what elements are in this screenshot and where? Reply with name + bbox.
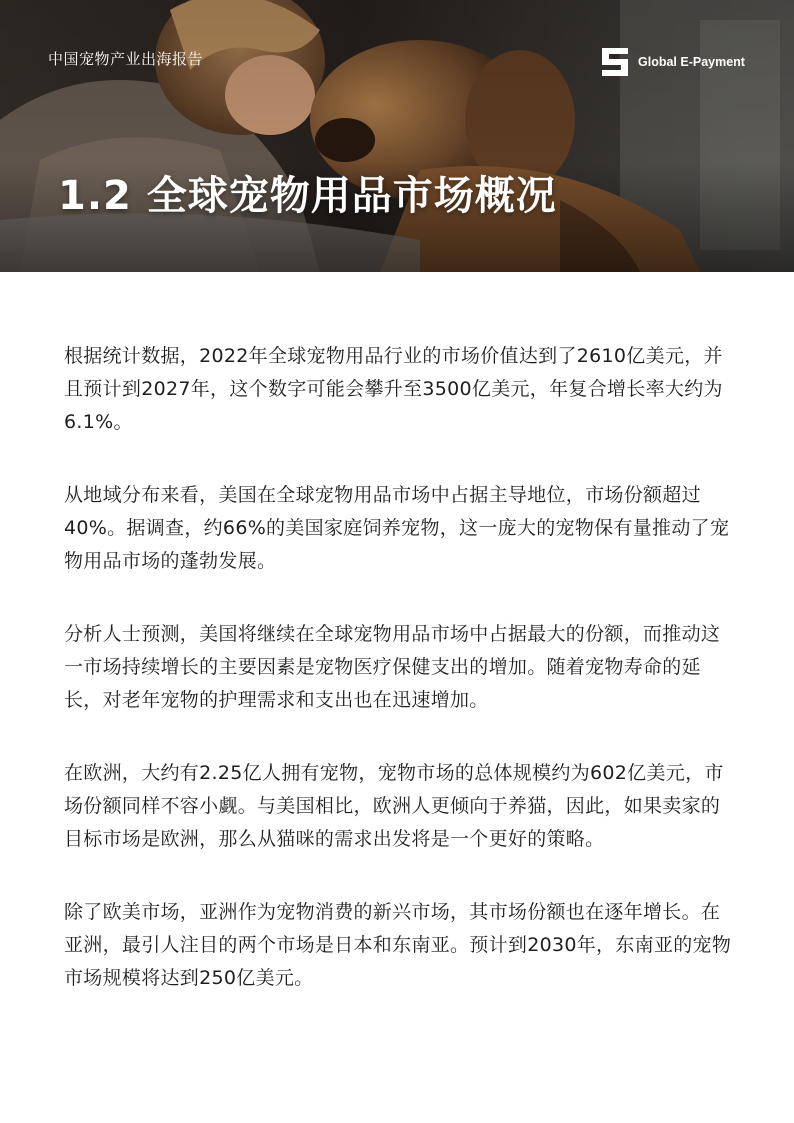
report-title: 中国宠物产业出海报告 bbox=[48, 50, 204, 68]
brand bbox=[600, 46, 745, 78]
body-text bbox=[64, 340, 734, 1035]
brand-name: Global E-Payment bbox=[638, 55, 745, 69]
person-with-dog-photo bbox=[0, 0, 794, 272]
hero-banner bbox=[0, 0, 794, 272]
paragraph: 根据统计数据，2022年全球宠物用品行业的市场价值达到了2610亿美元，并且预计到2027年，这个数字可能会攀升至3500亿美元，年复合增长率大约为6.1%。 bbox=[64, 345, 723, 433]
paragraph: 分析人士预测，美国将继续在全球宠物用品市场中占据最大的份额，而推动这一市场持续增长的主要因素是宠物医疗保健支出的增加。随着宠物寿命的延长，对老年宠物的护理需求和支出也在迅速增加。 bbox=[64, 623, 721, 711]
paragraph: 从地域分布来看，美国在全球宠物用品市场中占据主导地位，市场份额超过40%。据调查，约66%的美国家庭饲养宠物，这一庞大的宠物保有量推动了宠物用品市场的蓬勃发展。 bbox=[64, 484, 730, 572]
paragraph: 在欧洲，大约有2.25亿人拥有宠物，宠物市场的总体规模约为602亿美元，市场份额同样不容小觑。与美国相比，欧洲人更倾向于养猫，因此，如果卖家的目标市场是欧洲，那么从猫咪的需求出发将是一个更好的策略。 bbox=[64, 762, 724, 850]
section-title: 1.2 全球宠物用品市场概况 bbox=[58, 173, 557, 219]
paragraph: 除了欧美市场，亚洲作为宠物消费的新兴市场，其市场份额也在逐年增长。在亚洲，最引人注目的两个市场是日本和东南亚。预计到2030年，东南亚的宠物市场规模将达到250亿美元。 bbox=[64, 901, 732, 989]
brand-logo-icon bbox=[600, 46, 630, 78]
